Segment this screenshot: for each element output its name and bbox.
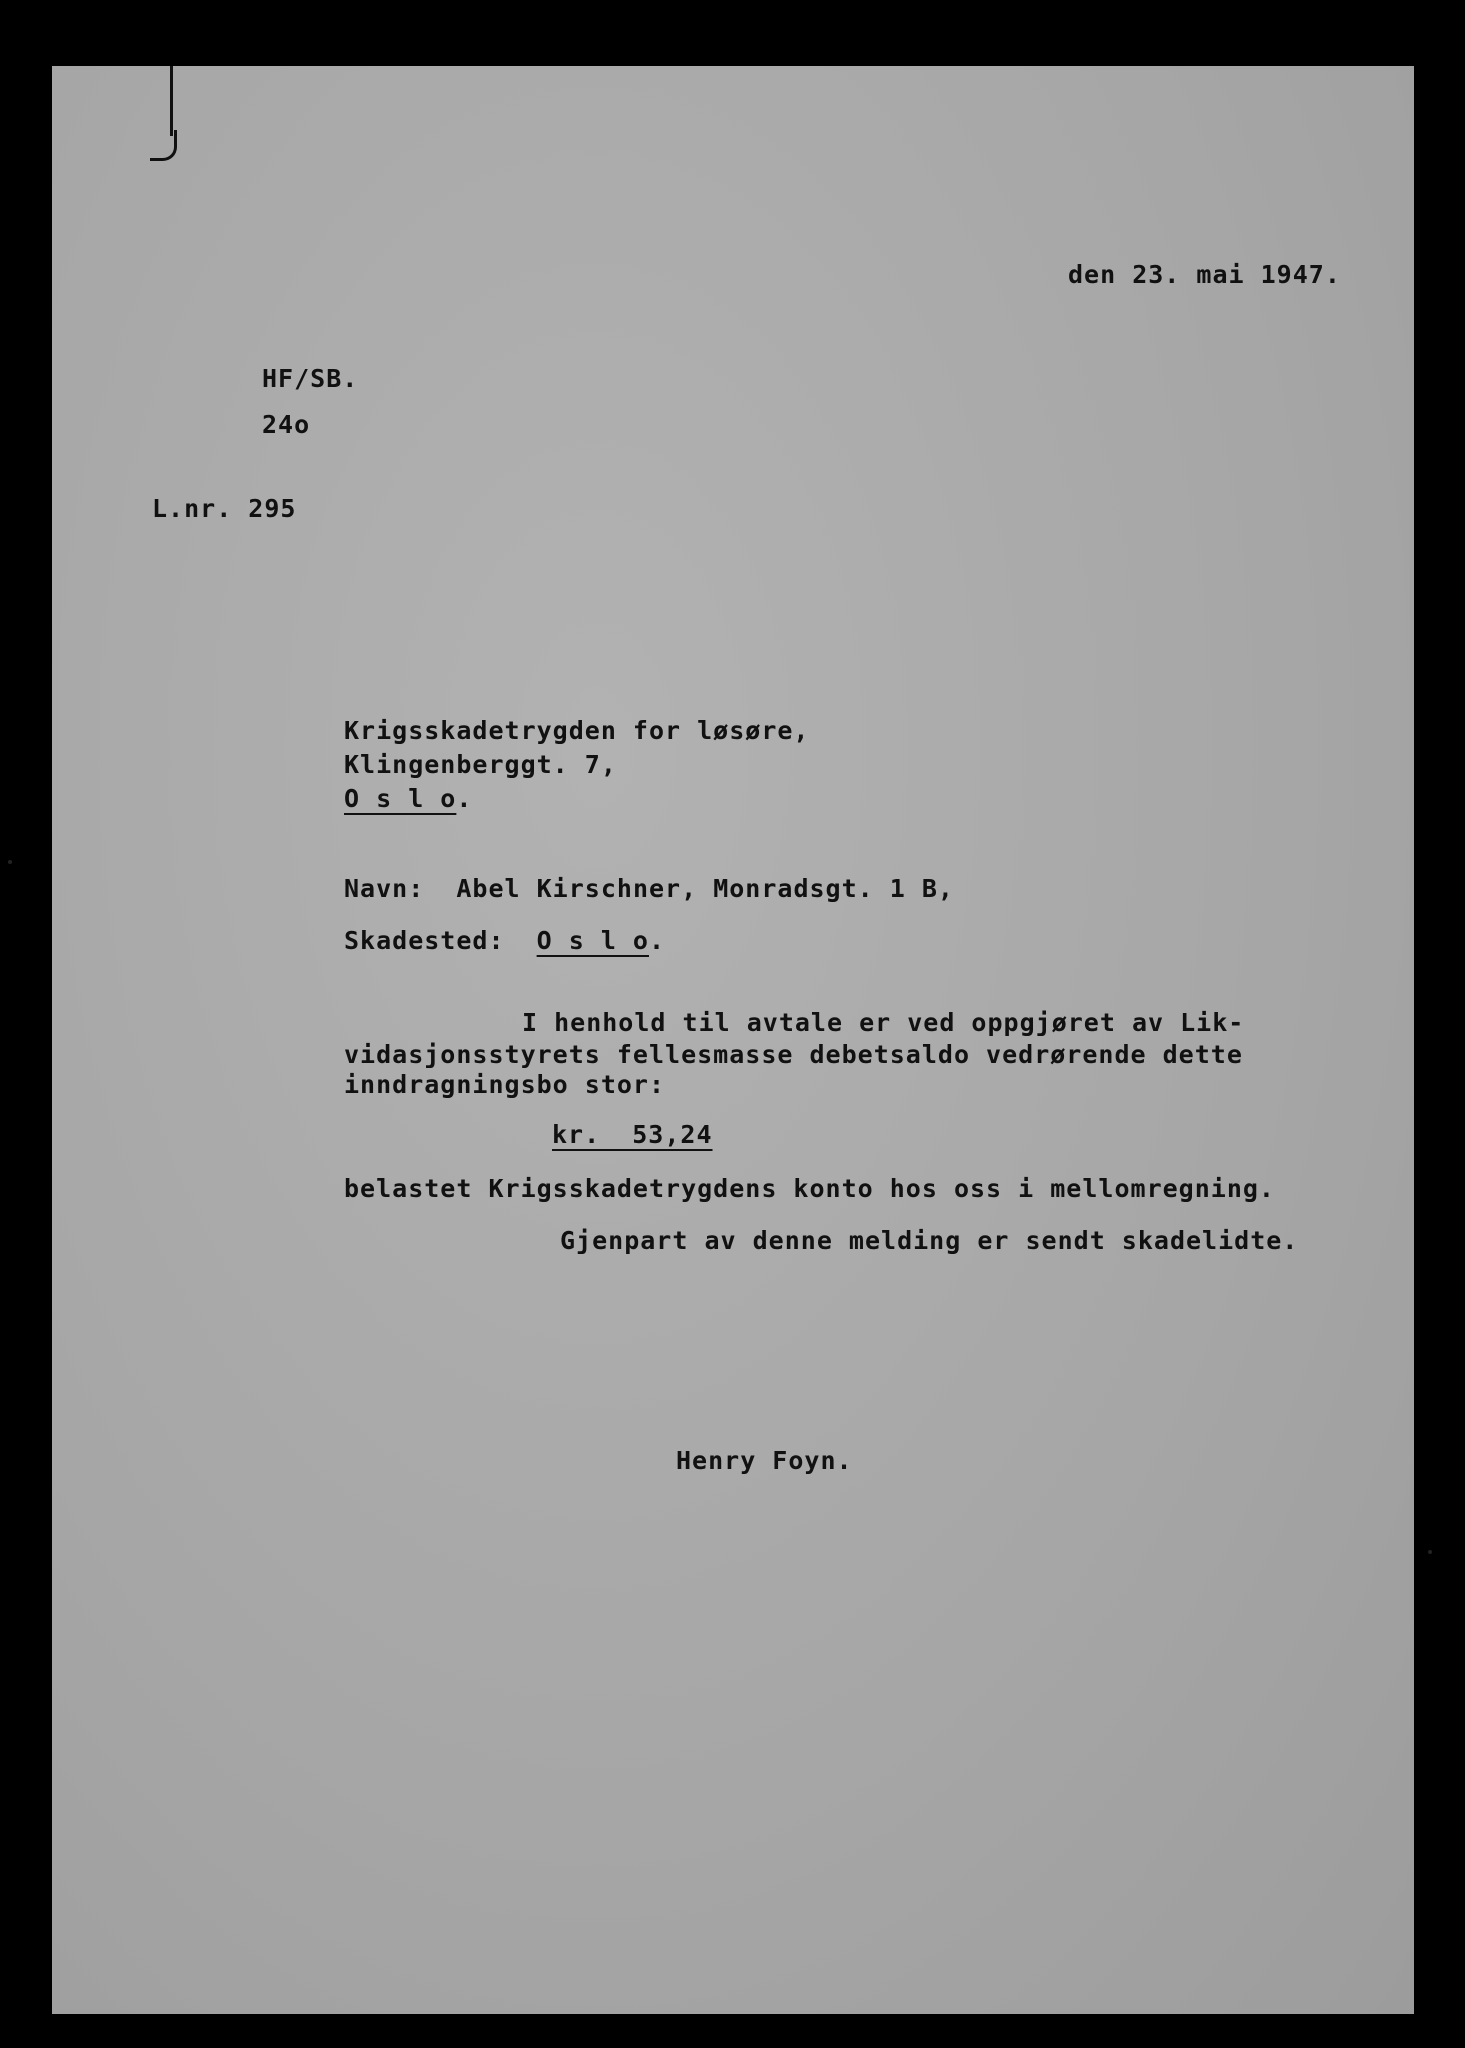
- scan-speck: [8, 860, 12, 864]
- name-value: Abel Kirschner, Monradsgt. 1 B,: [456, 874, 954, 903]
- reference-initials: HF/SB.: [262, 364, 359, 393]
- name-label: Navn:: [344, 874, 425, 903]
- recipient-city: O s l o: [344, 784, 457, 813]
- recipient-line-1: Krigsskadetrygden for løsøre,: [344, 716, 810, 745]
- body-line-2: vidasjonsstyrets fellesmasse debetsaldo vedrørende dette: [344, 1040, 1243, 1069]
- place-value: O s l o: [536, 926, 649, 955]
- place-suffix: .: [648, 926, 666, 955]
- letter-date: den 23. mai 1947.: [1068, 260, 1341, 289]
- name-line: [344, 876, 954, 901]
- binding-curve: [150, 130, 177, 161]
- body-line-5: Gjenpart av denne melding er sendt skadelidte.: [560, 1226, 1299, 1255]
- signature: Henry Foyn.: [676, 1446, 853, 1475]
- body-line-4: belastet Krigsskadetrygdens konto hos oss i mellomregning.: [344, 1174, 1275, 1203]
- body-line-1: I henhold til avtale er ved oppgjøret av Lik-: [522, 1008, 1245, 1037]
- scan-speck: [1428, 1550, 1432, 1554]
- recipient-city-line: [344, 786, 472, 811]
- recipient-city-suffix: .: [456, 784, 473, 813]
- binding-mark: [170, 66, 173, 136]
- recipient-line-2: Klingenberggt. 7,: [344, 750, 617, 779]
- body-line-3: inndragningsbo stor:: [344, 1070, 666, 1099]
- place-label: Skadested:: [344, 926, 505, 955]
- amount: kr. 53,24: [552, 1120, 713, 1149]
- reference-number: 24o: [262, 410, 311, 439]
- place-line: [344, 928, 665, 953]
- letter-number: L.nr. 295: [152, 494, 297, 523]
